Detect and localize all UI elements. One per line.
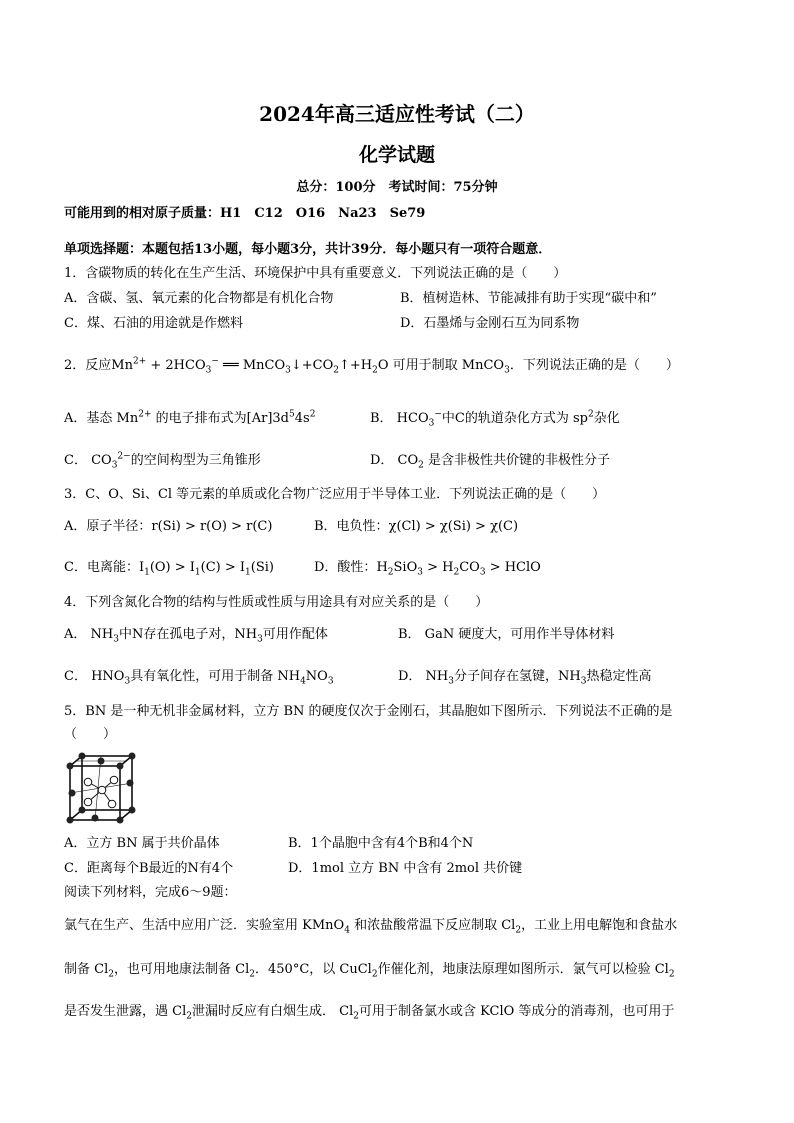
q5-paren: （ ） xyxy=(64,727,117,742)
subject-title: 化学试题 xyxy=(358,144,435,166)
q1-stem: 1．含碳物质的转化在生产生活、环境保护中具有重要意义．下列说法正确的是（ ） xyxy=(64,266,567,281)
q2-option-c: C． $CO_3^{2-}$的空间构型为三角锥形 xyxy=(64,451,261,471)
section-heading: 单项选择题：本题包括13小题，每小题3分，共计39分．每小题只有一项符合题意． xyxy=(64,242,552,257)
q3-option-c: C．电离能：$I_1(O) > I_1(C) > I_1(Si)$ xyxy=(64,560,274,578)
q4-option-d: D． $NH_3$分子间存在氢键，$NH_3$热稳定性高 xyxy=(398,669,652,687)
q2-option-d: D． $CO_2$ 是含非极性共价键的非极性分子 xyxy=(370,453,611,471)
q1-option-a: A．含碳、氢、氧元素的化合物都是有机化合物 xyxy=(64,291,334,306)
q2-stem: 2．反应$Mn^{2+} + 2HCO_3^-$ ══ $MnCO_3↓+CO_2↑+H_2O$ 可用于制取 MnCO$_3$．下列说法正确的是（ ） xyxy=(64,356,679,376)
reading-intro: 阅读下列材料，完成6～9题： xyxy=(64,885,237,900)
q1-option-c: C．煤、石油的用途就是作燃料 xyxy=(64,316,243,331)
q2-option-a: A．基态 $Mn^{2+}$ 的电子排布式为$[Ar]3d^54s^2$ xyxy=(64,409,316,426)
q3-stem: 3．C、O、Si、Cl 等元素的单质或化合物广泛应用于半导体工业．下列说法正确的是（ ） xyxy=(64,487,606,502)
reading-line-2: 制备 $Cl_2$，也可用地康法制备 $Cl_2$．450°C，以 CuCl$_2$作催化剂，地康法原理如图所示．氯气可以检验 $Cl_2$ xyxy=(64,962,675,980)
q4-option-a: A． $NH_3$中N存在孤电子对，$NH_3$可用作配体 xyxy=(64,627,328,645)
q2-option-b: B． $HCO_3^-$中C的轨道杂化方式为 $sp^2$杂化 xyxy=(370,409,620,429)
q4-option-b: B． GaN 硬度大，可用作半导体材料 xyxy=(398,627,615,642)
q1-option-b: B．植树造林、节能减排有助于实现“碳中和” xyxy=(400,291,657,306)
reading-line-3: 是否发生泄露，遇 $Cl_2$泄漏时反应有白烟生成． $Cl_2$可用于制备氯水或含 KClO 等成分的消毒剂，也可用于 xyxy=(64,1004,675,1022)
q1-option-d: D．石墨烯与金刚石互为同系物 xyxy=(400,316,580,331)
q3-option-d: D．酸性：$H_2SiO_3 > H_2CO_3$ > HClO xyxy=(314,560,541,578)
exam-title: 2024年高三适应性考试（二） xyxy=(259,102,535,126)
exam-meta: 总分：100分 考试时间：75分钟 xyxy=(296,180,498,195)
bn-unit-cell-figure xyxy=(66,752,138,824)
q5-option-c: C．距离每个B最近的N有4个 xyxy=(64,861,234,876)
q4-stem: 4．下列含氮化合物的结构与性质或性质与用途具有对应关系的是（ ） xyxy=(64,595,489,610)
q5-option-a: A．立方 BN 属于共价晶体 xyxy=(64,836,220,851)
q3-option-b: B．电负性：χ(Cl) > χ(Si) > χ(C) xyxy=(314,519,519,534)
q5-option-d: D．1mol 立方 BN 中含有 2mol 共价键 xyxy=(288,861,523,876)
q4-option-c: C． $HNO_3$具有氧化性，可用于制备 $NH_4NO_3$ xyxy=(64,669,334,687)
reading-line-1: 氯气在生产、生活中应用广泛．实验室用 KMnO$_4$ 和浓盐酸常温下反应制取 $Cl_2$，工业上用电解饱和食盐水 xyxy=(64,918,678,936)
q5-stem: 5．BN 是一种无机非金属材料，立方 BN 的硬度仅次于金刚石，其晶胞如下图所示．下列说法不正确的是 xyxy=(64,704,673,719)
q3-option-a: A．原子半径：r(Si) > r(O) > r(C) xyxy=(64,519,273,534)
atomic-masses: 可能用到的相对原子质量：H1 C12 O16 Na23 Se79 xyxy=(64,206,426,221)
q5-option-b: B．1个晶胞中含有4个B和4个N xyxy=(288,836,474,851)
